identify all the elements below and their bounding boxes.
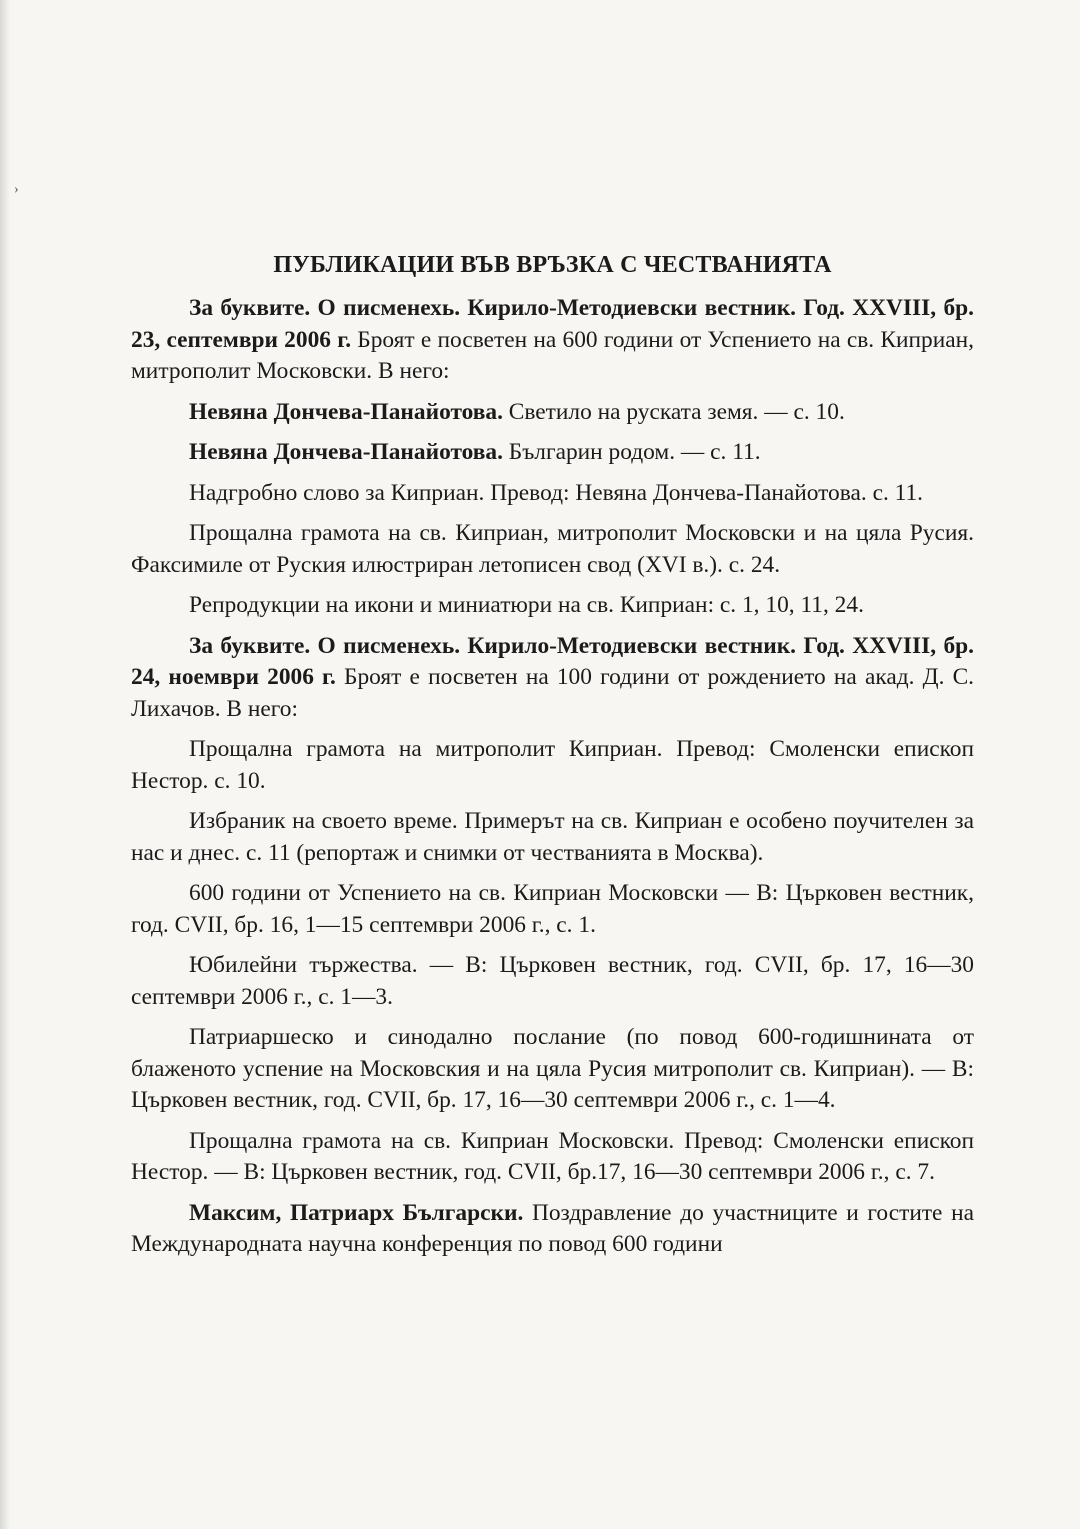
entry-author: За буквите. О писменехь. Кирило-Методиевски вестник. Год. XXVIII, бр. 24, ноември 2006 г. <box>131 632 974 690</box>
entry-text: Прощална грамота на св. Киприан, митрополит Московски и на цяла Русия. Факсимиле от Руския илюстриран летописен свод (XVI в.). с. 24. <box>131 520 974 578</box>
entry-text: Патриаршеско и синодално послание (по повод 600-годишнината от блаженото успение на Московския и на цяла Русия митрополит св. Киприан). — В: Църковен вестник, год. CVII, бр. 17, 16—30 септември 2006 г., с. 1—4. <box>131 1024 974 1113</box>
entry <box>131 631 974 726</box>
entry <box>131 1022 974 1117</box>
entry-author: За буквите. О писменехь. Кирило-Методиевски вестник. Год. XXVIII, бр. 23, септември 2006 г. <box>131 295 974 353</box>
entry-text: Броят е посветен на 600 години от Успението на св. Киприан, митрополит Московски. В него: <box>131 326 975 384</box>
entry-author: Невяна Дончева-Панайотова. <box>189 439 503 465</box>
entry <box>131 437 974 469</box>
entry-text: Броят е посветен на 100 години от рождението на акад. Д. С. Лихачов. В него: <box>131 664 975 722</box>
entry-text: 600 години от Успението на св. Киприан Московски — В: Църковен вестник, год. CVII, бр. 16, 1—15 септември 2006 г., с. 1. <box>131 880 974 938</box>
entry-text: Надгробно слово за Киприан. Превод: Невяна Дончева-Панайотова. с. 11. <box>189 479 924 506</box>
entry <box>131 590 974 622</box>
entry-author: Максим, Патриарх Български. <box>189 1199 524 1226</box>
entry <box>131 806 974 869</box>
page-title: ПУБЛИКАЦИИ ВЪВ ВРЪЗКА С ЧЕСТВАНИЯТА <box>273 252 832 278</box>
entry-text: Избраник на своето време. Примерът на св. Киприан е особено поучителен за нас и днес. с. 11 (репортаж и снимки от честванията в Москва). <box>131 808 974 866</box>
page-binding-shadow <box>0 0 10 1529</box>
margin-mark: › <box>14 182 19 197</box>
entry-text: Светило на руската земя. — с. 10. <box>502 398 845 425</box>
page-body <box>131 252 974 1270</box>
entry-text: Репродукции на икони и миниатюри на св. Киприан: с. 1, 10, 11, 24. <box>189 592 864 618</box>
entry-text: Поздравление до участниците и гостите на Международната научна конференция по повод 600 години <box>131 1199 974 1257</box>
entry <box>131 878 974 941</box>
entry <box>131 950 974 1013</box>
entry-text: Юбилейни тържества. — В: Църковен вестник, год. CVII, бр. 17, 16—30 септември 2006 г., с. 1—3. <box>131 952 974 1010</box>
entry <box>131 397 974 429</box>
entry <box>131 1126 974 1189</box>
entry <box>131 518 974 581</box>
entry <box>131 293 974 388</box>
entry <box>131 478 974 510</box>
entry-text: Прощална грамота на св. Киприан Московски. Превод: Смоленски епископ Нестор. — В: Църковен вестник, год. CVII, бр.17, 16—30 септември 2006 г., с. 7. <box>131 1127 974 1185</box>
entry <box>131 1198 974 1261</box>
entry-author: Невяна Дончева-Панайотова. <box>189 398 503 425</box>
entry-text: Българин родом. — с. 11. <box>502 439 761 465</box>
entry <box>131 734 974 797</box>
entry-text: Прощална грамота на митрополит Киприан. Превод: Смоленски епископ Нестор. с. 10. <box>131 736 974 794</box>
